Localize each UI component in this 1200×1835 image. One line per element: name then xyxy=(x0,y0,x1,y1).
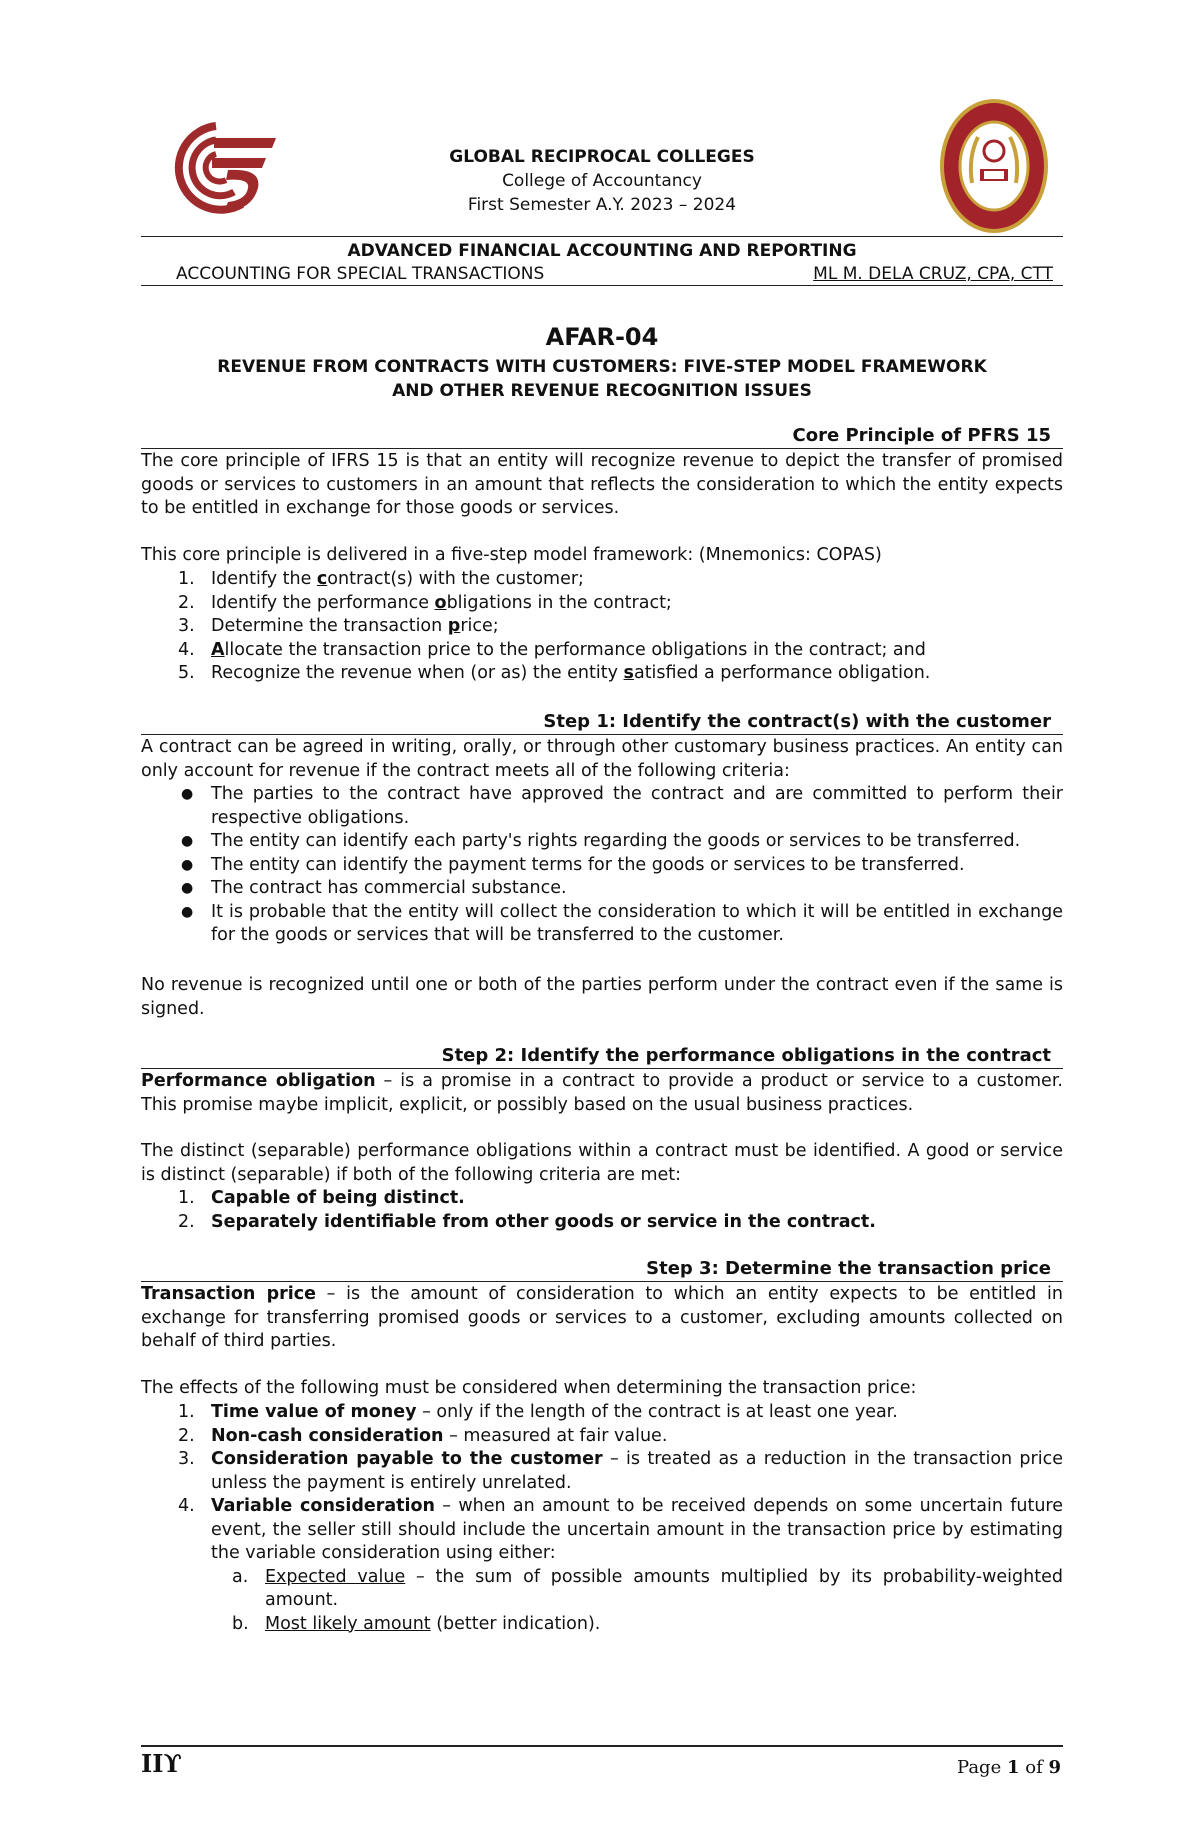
list-letter: a. xyxy=(232,1566,249,1587)
mnemonic-letter: A xyxy=(211,639,225,660)
sub-item-term: Expected value xyxy=(265,1566,406,1587)
item-text: – measured at fair value. xyxy=(443,1425,668,1446)
course-subtitle: ACCOUNTING FOR SPECIAL TRANSACTIONS xyxy=(176,264,545,284)
list-item xyxy=(141,639,1063,663)
mnemonic-letter: s xyxy=(623,663,634,683)
page-current: 1 xyxy=(1006,1757,1020,1778)
step2-term: Performance obligation xyxy=(141,1071,376,1091)
list-number: 2. xyxy=(178,1211,195,1232)
mnemonic-letter: c xyxy=(316,569,328,589)
section-heading-step2: Step 2: Identify the performance obligations in the contract xyxy=(141,1044,1063,1069)
list-item xyxy=(141,1401,1063,1425)
sub-list-item xyxy=(141,1613,1063,1637)
step-text-pre: Identify the performance xyxy=(211,592,435,613)
list-item xyxy=(141,830,1063,854)
list-item xyxy=(141,901,1063,948)
criterion-text: The entity can identify each party's rights regarding the goods or services to be transferred. xyxy=(211,831,1021,851)
bullet-icon: ● xyxy=(181,903,194,920)
institution-name: GLOBAL RECIPROCAL COLLEGES xyxy=(449,147,755,167)
step-text-pre: Identify the xyxy=(211,569,317,589)
item-term: Time value of money xyxy=(211,1402,417,1422)
list-item xyxy=(141,1448,1063,1495)
list-number: 4. xyxy=(178,639,195,660)
bullet-icon: ● xyxy=(181,856,194,873)
instructor-name: ML M. DELA CRUZ, CPA, CTT xyxy=(813,264,1053,284)
step3-paragraph: The effects of the following must be considered when determining the transaction price: xyxy=(141,1378,917,1398)
header-rule-top xyxy=(141,236,1063,237)
item-term: Variable consideration xyxy=(211,1496,436,1516)
criterion-text: The contract has commercial substance. xyxy=(211,878,567,898)
page-total: 9 xyxy=(1048,1757,1061,1778)
course-title: ADVANCED FINANCIAL ACCOUNTING AND REPORTING xyxy=(347,241,857,261)
sub-list-item xyxy=(141,1566,1063,1613)
list-number: 2. xyxy=(178,592,195,613)
list-item xyxy=(141,877,1063,901)
step-text-post: rice; xyxy=(460,616,499,636)
sub-item-text: – the sum of possible amounts multiplied by its probability-weighted amount. xyxy=(265,1566,1063,1610)
item-term: Consideration payable to the customer xyxy=(211,1449,603,1469)
core-five-step-intro: This core principle is delivered in a five-step model framework: (Mnemonics: COPAS) xyxy=(141,545,882,565)
step2-criteria-list xyxy=(141,1187,1063,1234)
criterion-text: It is probable that the entity will collect the consideration to which it will be entitled in exchange for the goods or services that will be transferred to the customer. xyxy=(211,901,1063,945)
section-heading-step1: Step 1: Identify the contract(s) with the customer xyxy=(141,710,1063,735)
list-item xyxy=(141,1211,1063,1235)
step1-intro: A contract can be agreed in writing, orally, or through other customary business practices. An entity can only account for revenue if the contract meets all of the following criteria: xyxy=(141,737,1063,781)
step3-definition xyxy=(141,1283,1063,1354)
mnemonic-letter: p xyxy=(447,616,461,636)
college-name: College of Accountancy xyxy=(502,171,702,191)
sub-item-text: (better indication). xyxy=(430,1613,601,1634)
criterion-text: The parties to the contract have approved the contract and are committed to perform their respective obligations. xyxy=(211,784,1063,828)
core-paragraph: The core principle of IFRS 15 is that an entity will recognize revenue to depict the transfer of promised goods or services to customers in an amount that reflects the consideration to which the entity expects to be entitled in exchange for those goods or services. xyxy=(141,451,1063,518)
step1-criteria-list xyxy=(141,783,1063,948)
module-title-line1: REVENUE FROM CONTRACTS WITH CUSTOMERS: FIVE-STEP MODEL FRAMEWORK xyxy=(217,357,987,377)
section-heading-core: Core Principle of PFRS 15 xyxy=(141,424,1063,449)
item-text: – when an amount to be received depends on some uncertain future event, the seller still should include the uncertain amount in the transaction price by estimating the variable consideration using either: xyxy=(211,1496,1063,1563)
module-title-line2: AND OTHER REVENUE RECOGNITION ISSUES xyxy=(392,381,812,401)
page-number xyxy=(957,1756,1061,1780)
step-text-post: llocate the transaction price to the performance obligations in the contract; and xyxy=(224,639,926,660)
list-number: 5. xyxy=(178,663,195,683)
item-term: Non-cash consideration xyxy=(211,1425,444,1446)
college-seal xyxy=(938,97,1050,235)
step-text-post: bligations in the contract; xyxy=(446,592,672,613)
step-text-pre: Determine the transaction xyxy=(211,616,448,636)
semester-label: First Semester A.Y. 2023 – 2024 xyxy=(467,195,737,215)
list-item xyxy=(141,615,1063,639)
step-text-pre: Recognize the revenue when (or as) the entity xyxy=(211,663,624,683)
step-text-post: atisfied a performance obligation. xyxy=(633,663,931,683)
list-number: 3. xyxy=(178,616,195,636)
step3-definition-text: – is the amount of consideration to which an entity expects to be entitled in exchange for transferring promised goods or services to a customer, excluding amounts collected on behalf of third parties. xyxy=(141,1284,1063,1351)
item-text: – is treated as a reduction in the transaction price unless the payment is entirely unrelated. xyxy=(211,1449,1063,1493)
list-number: 1. xyxy=(178,569,195,589)
page-label: Page xyxy=(957,1757,1002,1778)
five-step-list xyxy=(141,568,1063,686)
module-title xyxy=(141,355,1063,403)
step2-definition-text: – is a promise in a contract to provide a product or service to a customer. This promise maybe implicit, explicit, or possibly based on the usual business practices. xyxy=(141,1071,1063,1115)
list-item xyxy=(141,783,1063,830)
module-code: AFAR-04 xyxy=(545,323,659,351)
item-text: – only if the length of the contract is at least one year. xyxy=(416,1402,898,1422)
list-item xyxy=(141,568,1063,592)
step2-paragraph: The distinct (separable) performance obligations within a contract must be identified. A good or service is distinct (separable) if both of the following criteria are met: xyxy=(141,1141,1063,1185)
list-item xyxy=(141,1495,1063,1566)
step-text-post: ontract(s) with the customer; xyxy=(327,569,584,589)
step3-term: Transaction price xyxy=(141,1284,316,1304)
list-number: 2. xyxy=(178,1425,195,1446)
list-item xyxy=(141,1425,1063,1449)
footer-mark: ΙΙϒ xyxy=(141,1749,182,1778)
list-number: 3. xyxy=(178,1449,195,1469)
page-of: of xyxy=(1025,1757,1043,1778)
criterion-text: The entity can identify the payment terms for the goods or services to be transferred. xyxy=(211,854,965,875)
bullet-icon: ● xyxy=(181,880,194,896)
list-item xyxy=(141,592,1063,616)
mnemonic-letter: o xyxy=(434,592,447,613)
list-number: 1. xyxy=(178,1402,195,1422)
list-number: 4. xyxy=(178,1496,195,1516)
step1-note: No revenue is recognized until one or both of the parties perform under the contract even if the same is signed. xyxy=(141,975,1063,1019)
criterion-text: Capable of being distinct. xyxy=(211,1188,465,1208)
bullet-icon: ● xyxy=(181,786,194,802)
institution-header xyxy=(141,145,1063,217)
footer-rule xyxy=(141,1745,1063,1747)
section-heading-step3: Step 3: Determine the transaction price xyxy=(141,1257,1063,1282)
sub-item-term: Most likely amount xyxy=(265,1613,431,1634)
step2-definition xyxy=(141,1070,1063,1117)
list-item xyxy=(141,662,1063,686)
list-number: 1. xyxy=(178,1188,195,1208)
step3-items-list xyxy=(141,1401,1063,1636)
bullet-icon: ● xyxy=(181,833,194,849)
list-letter: b. xyxy=(232,1613,249,1634)
list-item xyxy=(141,1187,1063,1211)
criterion-text: Separately identifiable from other goods or service in the contract. xyxy=(211,1211,876,1232)
list-item xyxy=(141,854,1063,878)
header-rule-bottom xyxy=(141,285,1063,286)
